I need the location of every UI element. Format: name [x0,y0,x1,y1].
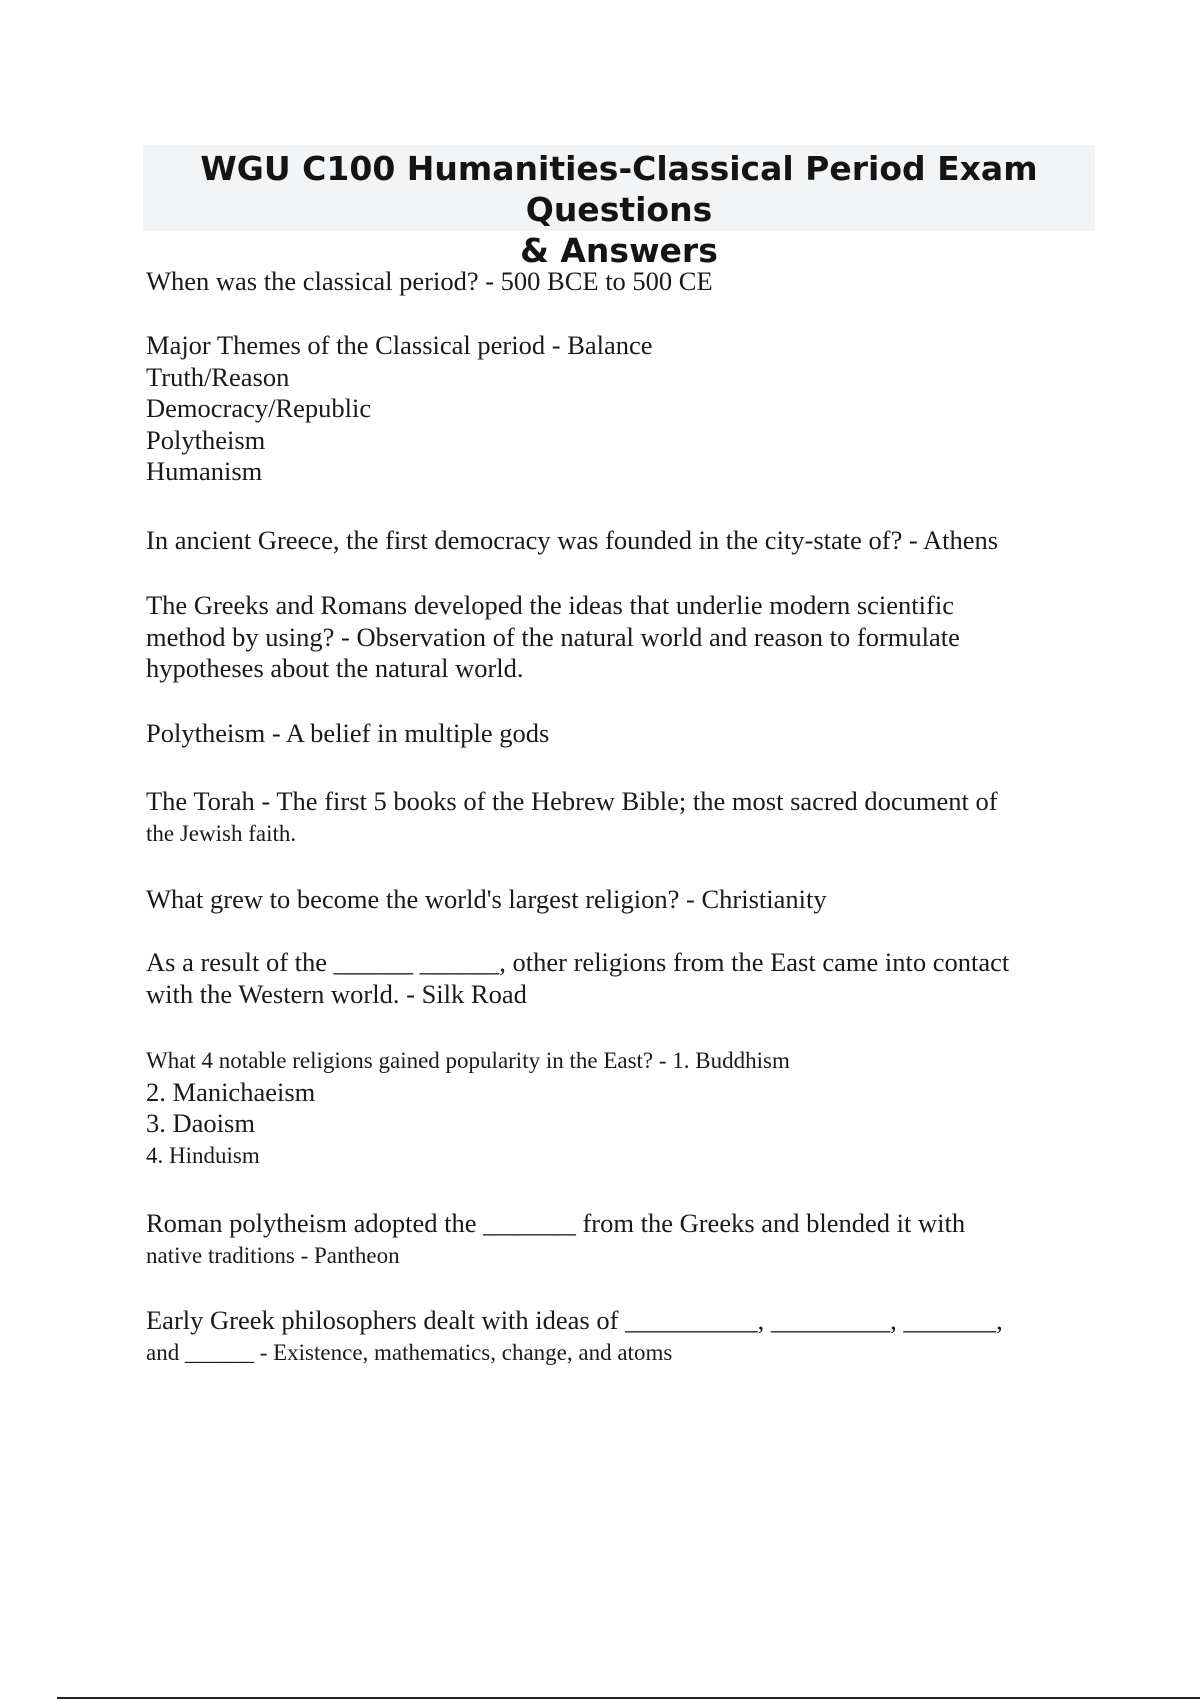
qa-line: What grew to become the world's largest religion? - Christianity [146,884,827,914]
page-title-line-1: WGU C100 Humanities-Classical Period Exam Questions [200,149,1038,229]
page-title-line-2: & Answers [520,231,718,270]
qa-line: The Torah - The first 5 books of the Hebrew Bible; the most sacred document of [146,786,998,816]
qa-line: with the Western world. - Silk Road [146,978,527,1009]
qa-entry-greek-philosophers [146,1305,1076,1368]
qa-line: Democracy/Republic [146,393,372,423]
qa-entry-torah [146,786,1076,849]
qa-entry-eastern-religions [146,1045,1076,1171]
qa-line: native traditions - Pantheon [146,1242,400,1268]
qa-line: In ancient Greece, the first democracy was founded in the city-state of? - Athens [146,525,999,555]
qa-line: method by using? - Observation of the natural world and reason to formulate [146,621,960,652]
qa-line: The Greeks and Romans developed the ideas that underlie modern scientific [146,590,954,620]
qa-line: Humanism [146,456,263,486]
qa-line: When was the classical period? - 500 BCE to 500 CE [146,266,713,296]
qa-entry-first-democracy [146,525,1076,557]
qa-entry-scientific-method [146,590,1076,685]
qa-line: Early Greek philosophers dealt with ideas of __________, _________, _______, [146,1305,1003,1335]
qa-line: As a result of the ______ ______, other religions from the East came into contact [146,947,1010,977]
qa-line: Polytheism - A belief in multiple gods [146,718,550,748]
qa-line: 2. Manichaeism [146,1076,316,1107]
qa-line: Major Themes of the Classical period - Balance [146,330,653,360]
qa-line: Roman polytheism adopted the _______ from the Greeks and blended it with [146,1208,966,1238]
qa-entry-major-themes [146,330,1076,488]
qa-line: Polytheism [146,424,266,455]
qa-entry-silk-road [146,947,1076,1010]
qa-entry-largest-religion [146,884,1076,916]
qa-line: 4. Hinduism [146,1142,260,1168]
qa-line: hypotheses about the natural world. [146,653,524,683]
qa-line: 3. Daoism [146,1108,255,1138]
qa-line: the Jewish faith. [146,820,297,846]
qa-line: What 4 notable religions gained popularity in the East? - 1. Buddhism [146,1048,790,1073]
qa-entry-polytheism [146,718,1076,750]
qa-entry-classical-period-dates [146,266,1076,298]
qa-line: Truth/Reason [146,361,290,392]
page-title [143,145,1095,270]
footer-divider [57,1697,1200,1699]
qa-entry-pantheon [146,1208,1076,1271]
qa-line: and ______ - Existence, mathematics, change, and atoms [146,1339,673,1365]
